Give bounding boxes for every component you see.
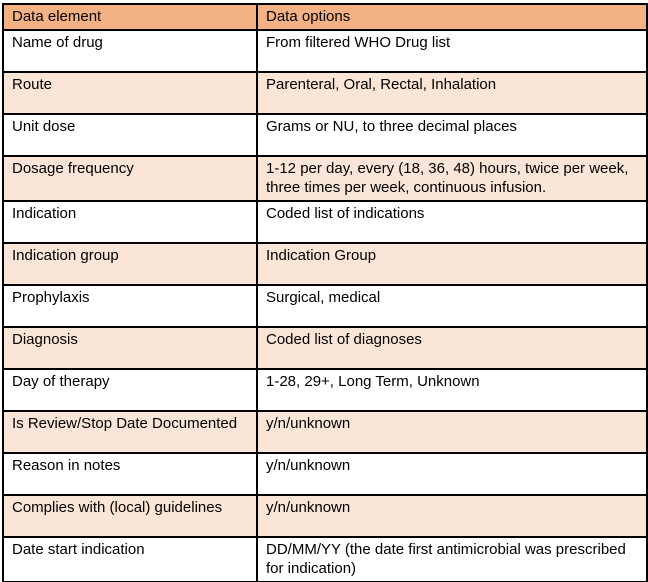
table-row (3, 30, 647, 72)
table-cell-element: Indication group (3, 243, 257, 285)
table-cell-element: Route (3, 72, 257, 114)
table-row (3, 243, 647, 285)
table-cell-options: y/n/unknown (257, 453, 647, 495)
table-cell-options: Coded list of indications (257, 201, 647, 243)
table-header-row (3, 4, 647, 30)
table-cell-element: Name of drug (3, 30, 257, 72)
table-cell-element: Prophylaxis (3, 285, 257, 327)
table-row (3, 495, 647, 537)
table-row (3, 453, 647, 495)
table-cell-element: Unit dose (3, 114, 257, 156)
table-row (3, 72, 647, 114)
table-cell-element: Dosage frequency (3, 156, 257, 201)
column-header-data-options: Data options (257, 4, 647, 30)
table-cell-options: Grams or NU, to three decimal places (257, 114, 647, 156)
table-cell-element: Reason in notes (3, 453, 257, 495)
table-row (3, 114, 647, 156)
table-body (3, 30, 647, 582)
table-cell-options: 1-12 per day, every (18, 36, 48) hours, twice per week, three times per week, continuous infusion. (257, 156, 647, 201)
table-cell-element: Complies with (local) guidelines (3, 495, 257, 537)
table-cell-options: y/n/unknown (257, 495, 647, 537)
table-row (3, 327, 647, 369)
table-cell-options: From filtered WHO Drug list (257, 30, 647, 72)
table-cell-options: Surgical, medical (257, 285, 647, 327)
table-cell-element: Is Review/Stop Date Documented (3, 411, 257, 453)
table-cell-element: Date start indication (3, 537, 257, 582)
table-cell-options: DD/MM/YY (the date first antimicrobial was prescribed for indication) (257, 537, 647, 582)
data-dictionary-table (2, 3, 648, 582)
table-row (3, 369, 647, 411)
table-row (3, 201, 647, 243)
table-row (3, 156, 647, 201)
table-cell-options: Indication Group (257, 243, 647, 285)
table-cell-element: Indication (3, 201, 257, 243)
table-row (3, 537, 647, 582)
table-cell-element: Day of therapy (3, 369, 257, 411)
table-cell-options: y/n/unknown (257, 411, 647, 453)
table-cell-options: 1-28, 29+, Long Term, Unknown (257, 369, 647, 411)
table-cell-element: Diagnosis (3, 327, 257, 369)
table-cell-options: Parenteral, Oral, Rectal, Inhalation (257, 72, 647, 114)
column-header-data-element: Data element (3, 4, 257, 30)
table-row (3, 411, 647, 453)
table-cell-options: Coded list of diagnoses (257, 327, 647, 369)
table-row (3, 285, 647, 327)
